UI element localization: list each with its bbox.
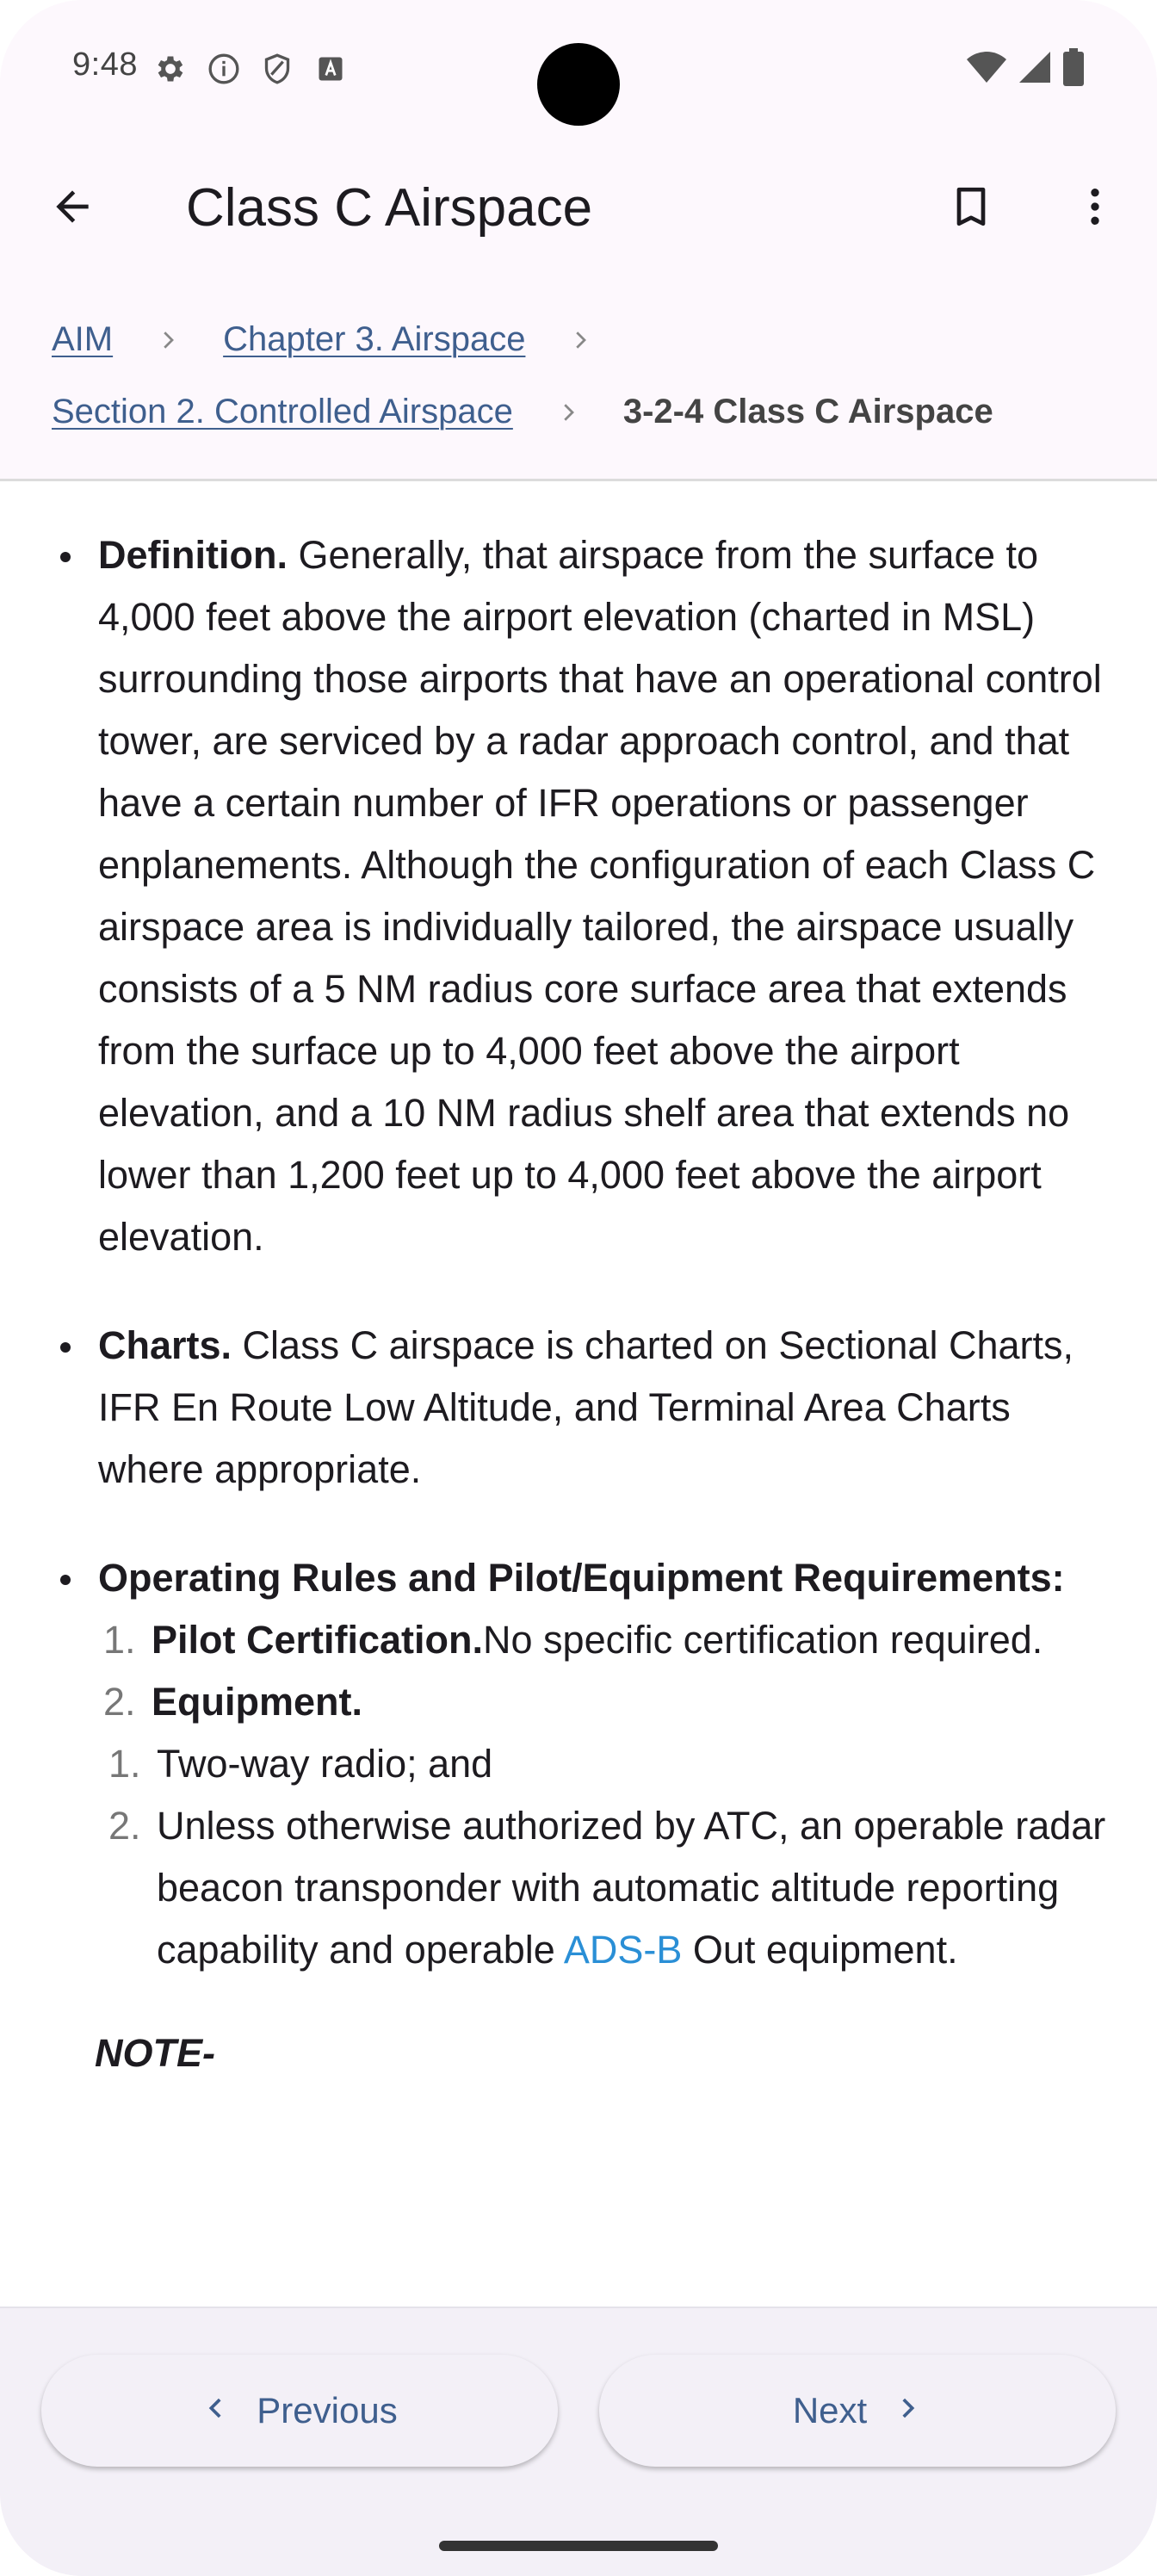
breadcrumb-link-section[interactable]: Section 2. Controlled Airspace: [52, 393, 513, 430]
list-number: 2.: [103, 1680, 136, 1724]
app-bar: [0, 138, 1157, 279]
gear-icon: [152, 50, 189, 88]
sub-item-text: Unless otherwise authorized by ATC, an operable radar beacon transponder with automatic altitude reporting capability and operable: [157, 1804, 1106, 1972]
list-number: 1.: [103, 1618, 136, 1662]
ads-b-link[interactable]: ADS-B: [563, 1928, 683, 1972]
list-number: 1.: [108, 1742, 141, 1786]
article-body: [52, 524, 1116, 2076]
charts-text: Class C airspace is charted on Sectional Charts, IFR En Route Low Altitude, and Terminal Area Charts where appropriate.: [98, 1323, 1073, 1491]
list-number: 2.: [108, 1804, 141, 1848]
pilot-certification-text: No specific certification required.: [483, 1618, 1043, 1662]
pilot-certification-title: Pilot Certification.: [152, 1618, 484, 1662]
page-title: Class C Airspace: [186, 178, 593, 238]
operating-rules-title: Operating Rules and Pilot/Equipment Requirements:: [98, 1556, 1065, 1600]
font-icon: [312, 50, 350, 88]
status-icons-right: [966, 48, 1085, 90]
breadcrumb-link-aim[interactable]: AIM: [52, 320, 114, 358]
previous-label: Previous: [257, 2390, 398, 2430]
breadcrumb-row: [52, 393, 993, 431]
previous-button[interactable]: [41, 2355, 558, 2467]
status-icons-left: [152, 50, 350, 88]
chevron-right-icon: [893, 2390, 922, 2431]
cellular-icon: [1018, 50, 1052, 89]
shield-icon: [258, 50, 296, 88]
front-camera: [537, 43, 620, 126]
breadcrumb-current: 3-2-4 Class C Airspace: [622, 393, 993, 430]
breadcrumb: [0, 279, 1157, 481]
info-icon: [205, 50, 243, 88]
next-button[interactable]: [599, 2355, 1116, 2467]
chevron-right-icon: [561, 321, 599, 359]
status-bar: [0, 0, 1157, 138]
definition-item: [52, 524, 1116, 1268]
bottom-nav-bar: [0, 2307, 1157, 2576]
arrow-back-icon: [48, 183, 96, 235]
equipment-title: Equipment.: [152, 1680, 362, 1724]
chevron-right-icon: [149, 321, 187, 359]
bookmark-icon: [947, 183, 995, 235]
chevron-right-icon: [549, 393, 587, 431]
list-item: [98, 1671, 1116, 1733]
back-button[interactable]: [38, 174, 107, 243]
chevron-left-icon: [201, 2390, 231, 2431]
list-item: [98, 1733, 1116, 1795]
sub-item-text: Out equipment.: [682, 1928, 958, 1972]
bookmark-button[interactable]: [937, 174, 1005, 243]
list-item: [98, 1795, 1116, 1981]
article-content[interactable]: [0, 481, 1157, 2307]
breadcrumb-row: [52, 320, 635, 359]
sub-item-text: Two-way radio; and: [157, 1742, 493, 1786]
breadcrumb-link-chapter[interactable]: Chapter 3. Airspace: [223, 320, 526, 358]
note-heading: NOTE-: [95, 2031, 215, 2075]
operating-rules-item: [52, 1547, 1116, 1981]
wifi-icon: [966, 50, 1007, 89]
battery-icon: [1062, 48, 1085, 90]
next-label: Next: [792, 2390, 868, 2430]
status-time: 9:48: [72, 46, 138, 83]
home-indicator[interactable]: [439, 2541, 718, 2551]
more-vert-icon: [1071, 183, 1119, 235]
charts-item: [52, 1315, 1116, 1501]
definition-title: Definition.: [98, 533, 288, 577]
more-options-button[interactable]: [1061, 174, 1129, 243]
list-item: [98, 1609, 1116, 1671]
definition-text: Generally, that airspace from the surface to 4,000 feet above the airport elevation (charted in MSL) surrounding those airports that have an operational control tower, are serviced by a radar approach control, and that have a certain number of IFR operations or passenger enplanements. Although the configuration of each Class C airspace area is individually tailored, the airspace usually consists of a 5 NM radius core surface area that extends from the surface up to 4,000 feet above the airport elevation, and a 10 NM radius shelf area that extends no lower than 1,200 feet up to 4,000 feet above the airport elevation.: [98, 533, 1102, 1259]
charts-title: Charts.: [98, 1323, 232, 1367]
